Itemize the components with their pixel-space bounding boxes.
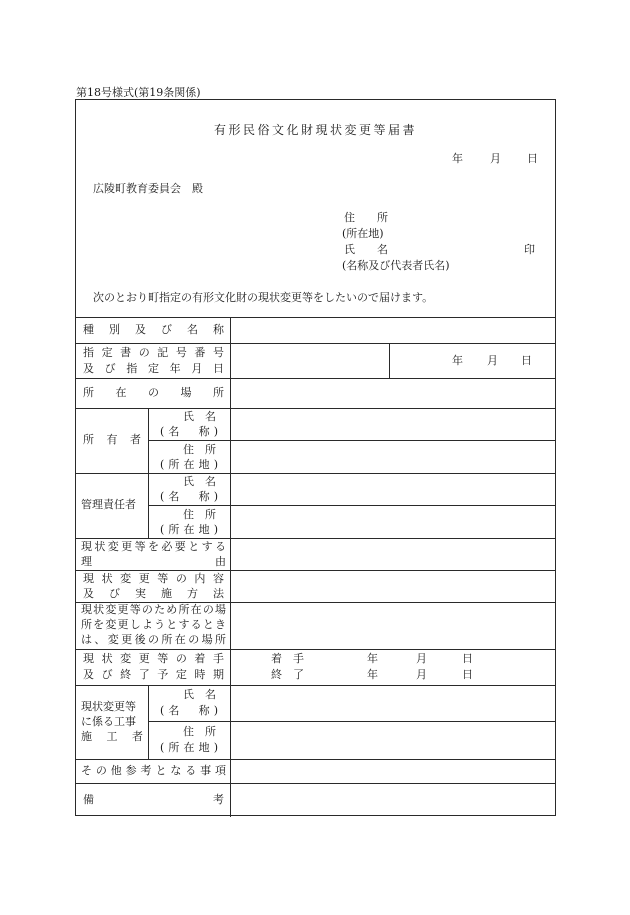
owner-name-note: (名 称) bbox=[160, 425, 218, 438]
reason-label-line1: 現状変更等を必要とする bbox=[81, 540, 226, 553]
manager-label: 管理責任者 bbox=[81, 498, 136, 511]
type-name-field[interactable] bbox=[231, 318, 555, 343]
date-month-label: 月 bbox=[490, 152, 501, 165]
location-field[interactable] bbox=[231, 379, 555, 408]
other-notes-label: その他参考となる事項 bbox=[81, 764, 226, 777]
remarks-label-end: 考 bbox=[213, 793, 224, 806]
relocation-label-line2: 所を変更しようとするとき bbox=[81, 618, 226, 631]
contractor-name-label: 氏 名 bbox=[183, 688, 216, 701]
form-number-label: 第18号様式(第19条関係) bbox=[76, 86, 201, 99]
manager-address-note: (所在地) bbox=[160, 523, 218, 536]
intro-text: 次のとおり町指定の有形文化財の現状変更等をしたいので届けます。 bbox=[93, 291, 434, 304]
contractor-address-label: 住 所 bbox=[183, 725, 216, 738]
owner-address-label: 住 所 bbox=[183, 443, 216, 456]
reason-label-line2: 理 由 bbox=[81, 555, 226, 568]
remarks-field[interactable] bbox=[231, 784, 555, 817]
applicant-name-label: 氏 名 bbox=[344, 243, 388, 256]
relocation-label-line3: は、変更後の所在の場所 bbox=[81, 633, 226, 646]
cert-month-label: 月 bbox=[487, 354, 498, 367]
owner-label: 所有者 bbox=[83, 433, 141, 446]
cert-number-field[interactable] bbox=[231, 344, 389, 378]
contractor-label-line2: に係る工事 bbox=[81, 715, 136, 728]
cert-number-label-line1: 指定書の記号番号 bbox=[83, 346, 224, 359]
owner-address-note: (所在地) bbox=[160, 458, 218, 471]
schedule-label-line1: 現状変更等の着手 bbox=[83, 652, 224, 665]
content-label-line1: 現状変更等の内容 bbox=[83, 572, 224, 585]
end-label: 終 了 bbox=[271, 668, 304, 681]
cert-number-label-line2: 及び指定年月日 bbox=[83, 362, 224, 375]
relocation-label-line1: 現状変更等のため所在の場 bbox=[81, 603, 226, 616]
form-title: 有形民俗文化財現状変更等届書 bbox=[213, 123, 417, 137]
applicant-address-label: 住 所 bbox=[344, 211, 388, 224]
notification-form bbox=[75, 99, 556, 816]
owner-name-label: 氏 名 bbox=[183, 410, 216, 423]
seal-mark: 印 bbox=[524, 243, 535, 256]
applicant-address-note: (所在地) bbox=[342, 227, 384, 240]
date-year-label: 年 bbox=[452, 152, 463, 165]
cert-year-label: 年 bbox=[452, 354, 463, 367]
start-day-label: 日 bbox=[462, 652, 473, 665]
end-month-label: 月 bbox=[416, 668, 427, 681]
schedule-label-line2: 及び終了予定時期 bbox=[83, 668, 224, 681]
end-day-label: 日 bbox=[462, 668, 473, 681]
contractor-name-note: (名 称) bbox=[160, 704, 218, 717]
start-label: 着 手 bbox=[271, 652, 304, 665]
contractor-address-note: (所在地) bbox=[160, 741, 218, 754]
contractor-label-line3: 施 工 者 bbox=[81, 730, 143, 743]
start-month-label: 月 bbox=[416, 652, 427, 665]
applicant-name-note: (名称及び代表者氏名) bbox=[342, 259, 450, 272]
manager-name-note: (名 称) bbox=[160, 490, 218, 503]
cert-day-label: 日 bbox=[521, 354, 532, 367]
contractor-label-line1: 現状変更等 bbox=[81, 700, 136, 713]
manager-address-label: 住 所 bbox=[183, 508, 216, 521]
manager-name-label: 氏 名 bbox=[183, 475, 216, 488]
location-label: 所在の場所 bbox=[83, 386, 224, 399]
content-label-line2: 及び実施方法 bbox=[83, 587, 224, 600]
date-day-label: 日 bbox=[527, 152, 538, 165]
end-year-label: 年 bbox=[367, 668, 378, 681]
start-year-label: 年 bbox=[367, 652, 378, 665]
remarks-label-start: 備 bbox=[83, 793, 94, 806]
type-name-label: 種別及び名称 bbox=[83, 323, 224, 336]
addressee: 広陵町教育委員会 殿 bbox=[93, 182, 203, 195]
